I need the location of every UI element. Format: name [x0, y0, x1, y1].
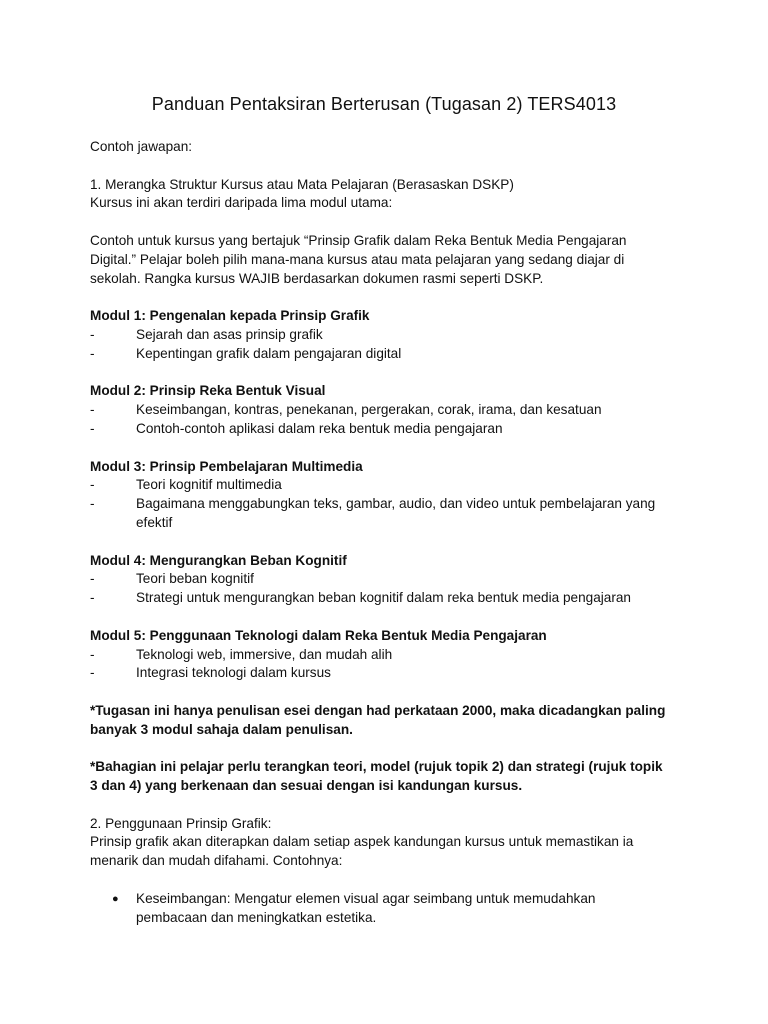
dash-marker: -: [90, 326, 95, 342]
module-2-title: Modul 2: Prinsip Reka Bentuk Visual: [90, 383, 326, 399]
bullet-item: [90, 890, 678, 928]
example-paragraph-line: Digital.” Pelajar boleh pilih mana-mana kursus atau mata pelajaran yang sedang diajar di: [90, 251, 625, 267]
list-item: - Sejarah dan asas prinsip grafik: [90, 326, 678, 345]
bullet-icon: ●: [112, 892, 119, 905]
list-item: - Kepentingan grafik dalam pengajaran digital: [90, 345, 678, 364]
section1-line: Kursus ini akan terdiri daripada lima modul utama:: [90, 195, 393, 211]
intro-text: Contoh jawapan:: [90, 139, 193, 154]
note-2-line: *Bahagian ini pelajar perlu terangkan teori, model (rujuk topik 2) dan strategi (rujuk topik: [90, 759, 663, 775]
list-item: - Contoh-contoh aplikasi dalam reka bentuk media pengajaran: [90, 420, 678, 439]
module-4-title: Modul 4: Mengurangkan Beban Kognitif: [90, 552, 347, 568]
dash-marker: -: [90, 345, 95, 361]
example-paragraph-line: Contoh untuk kursus yang bertajuk “Prinsip Grafik dalam Reka Bentuk Media Pengajaran: [90, 232, 627, 248]
note-2-line: 3 dan 4) yang berkenaan dan sesuai dengan isi kandungan kursus.: [90, 778, 523, 794]
dash-marker: -: [90, 496, 95, 512]
list-item: - Bagaimana menggabungkan teks, gambar, audio, dan video untuk pembelajaran yang: [90, 495, 678, 514]
module-3-title: Modul 3: Prinsip Pembelajaran Multimedia: [90, 458, 363, 474]
module-1-title: Modul 1: Pengenalan kepada Prinsip Grafik: [90, 308, 370, 324]
dash-marker: -: [90, 477, 95, 493]
bullet-text-line: pembacaan dan meningkatkan estetika.: [136, 909, 377, 925]
dash-marker: -: [90, 420, 95, 436]
list-item: - Keseimbangan, kontras, penekanan, pergerakan, corak, irama, dan kesatuan: [90, 401, 678, 420]
dash-marker: -: [90, 402, 95, 418]
module-5-title: Modul 5: Penggunaan Teknologi dalam Reka Bentuk Media Pengajaran: [90, 627, 547, 643]
note-1-line: banyak 3 modul sahaja dalam penulisan.: [90, 721, 353, 737]
section2-line: Prinsip grafik akan diterapkan dalam setiap aspek kandungan kursus untuk memastikan ia: [90, 834, 634, 850]
section2-heading: 2. Penggunaan Prinsip Grafik:: [90, 815, 272, 831]
note-1-line: *Tugasan ini hanya penulisan esei dengan had perkataan 2000, maka dicadangkan paling: [90, 702, 666, 718]
list-item-continuation: efektif: [136, 514, 173, 530]
bullet-text-line: Keseimbangan: Mengatur elemen visual agar seimbang untuk memudahkan: [136, 890, 596, 906]
list-item: - Integrasi teknologi dalam kursus: [90, 664, 678, 683]
document-title: Panduan Pentaksiran Berterusan (Tugasan 2) TERS4013: [151, 94, 617, 114]
dash-marker: -: [90, 646, 95, 662]
list-item: - Teknologi web, immersive, dan mudah alih: [90, 646, 678, 665]
list-item: - Teori beban kognitif: [90, 570, 678, 589]
section1-heading: 1. Merangka Struktur Kursus atau Mata Pelajaran (Berasaskan DSKP): [90, 176, 514, 192]
dash-marker: -: [90, 571, 95, 587]
list-item: - Strategi untuk mengurangkan beban kognitif dalam reka bentuk media pengajaran: [90, 589, 678, 608]
dash-marker: -: [90, 590, 95, 606]
dash-marker: -: [90, 665, 95, 681]
example-paragraph-line: sekolah. Rangka kursus WAJIB berdasarkan dokumen rasmi seperti DSKP.: [90, 270, 544, 286]
section2-line: menarik dan mudah difahami. Contohnya:: [90, 853, 343, 869]
list-item: - Teori kognitif multimedia: [90, 476, 678, 495]
